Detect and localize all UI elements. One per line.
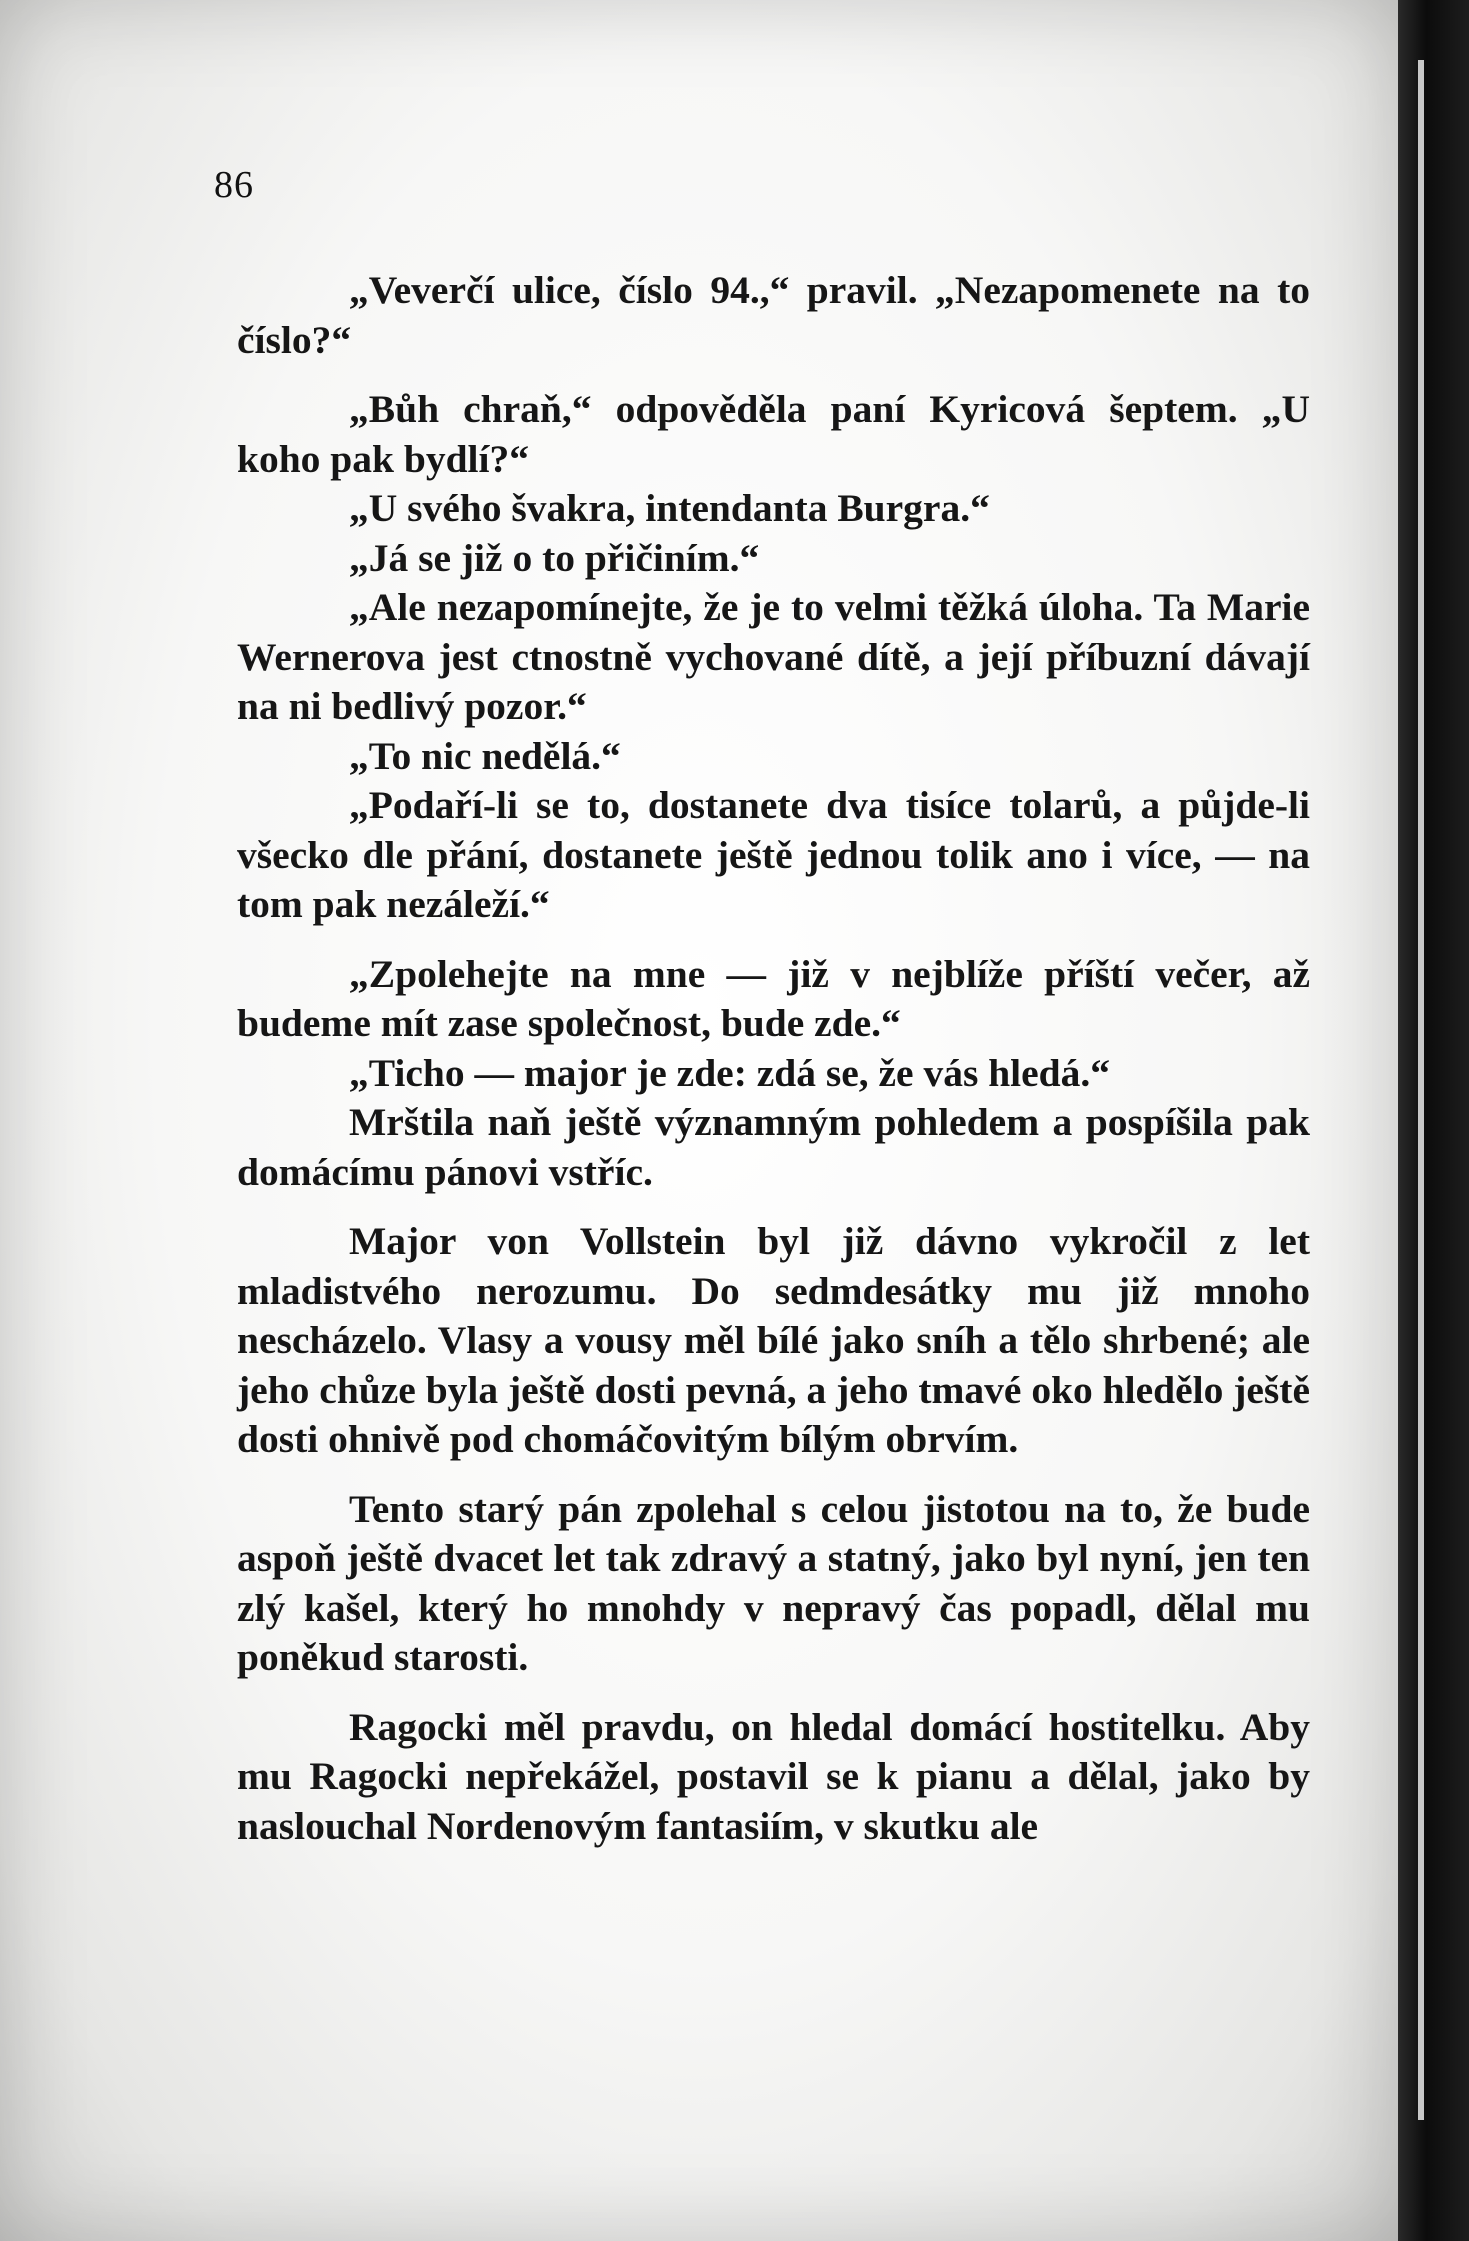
paragraph: „Ticho — major je zde: zdá se, že vás hledá.“	[349, 1050, 1111, 1095]
paragraph: „Veverčí ulice, číslo 94.,“ pravil. „Nezapomenete na to číslo?“	[237, 268, 1310, 362]
paragraph: „Bůh chraň,“ odpověděla paní Kyricová šeptem. „U koho pak bydlí?“	[237, 387, 1310, 481]
paragraph: Major von Vollstein byl již dávno vykročil z let mladistvého nerozumu. Do sedmdesátky mu již mnoho nescházelo. Vlasy a vousy měl bílé jako sníh a tělo shrbené; ale jeho chůze byla ještě dosti pevná, a jeho tmavé oko hledělo ještě dosti ohnivě pod chomáčovitým bílým obrvím.	[237, 1219, 1310, 1461]
paragraph: „U svého švakra, intendanta Burgra.“	[349, 486, 990, 530]
page-edge	[1418, 60, 1424, 2120]
paragraph: „Já se již o to přičiním.“	[349, 535, 760, 580]
paragraph: Tento starý pán zpolehal s celou jistotou na to, že bude aspoň ještě dvacet let tak zdravý a statný, jako byl nyní, jen ten zlý kašel, který ho mnohdy v nepravý čas popadl, dělal mu poněkud starosti.	[237, 1486, 1310, 1679]
page-text	[237, 266, 1310, 1851]
paragraph: Ragocki měl pravdu, on hledal domácí hostitelku. Aby mu Ragocki nepřekážel, postavil se k pianu a dělal, jako by naslouchal Nordenovým fantasiím, v skutku ale	[237, 1704, 1310, 1848]
paragraph: Mrštila naň ještě významným pohledem a pospíšila pak domácímu pánovi vstříc.	[237, 1100, 1310, 1194]
paragraph: „Podaří-li se to, dostanete dva tisíce tolarů, a půjde-li všecko dle přání, dostanete ještě jednou tolik ano i více, — na tom pak nezáleží.“	[237, 783, 1310, 926]
book-spine-edge	[1398, 0, 1469, 2241]
paragraph: „Zpolehejte na mne — již v nejblíže příští večer, až budeme mít zase společnost, bude zde.“	[237, 951, 1310, 1045]
paragraph: „To nic nedělá.“	[349, 733, 621, 778]
page-number: 86	[214, 164, 254, 206]
paragraph: „Ale nezapomínejte, že je to velmi těžká úloha. Ta Marie Wernerova jest ctnostně vychované dítě, a její příbuzní dávají na ni bedlivý pozor.“	[237, 585, 1310, 728]
